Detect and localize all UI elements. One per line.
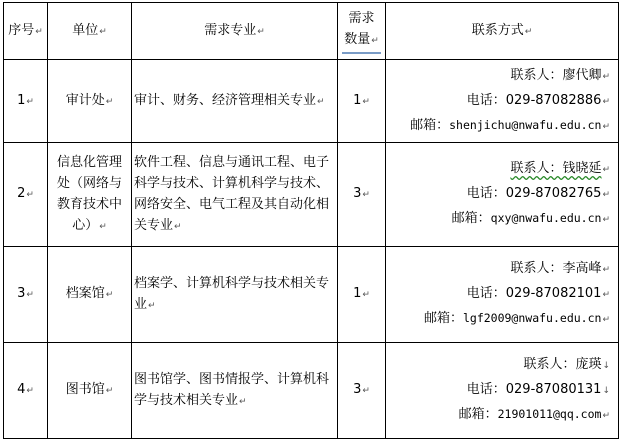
- contact-person: 联系人：李高峰↵: [510, 261, 610, 276]
- cell-unit: 审计处↵: [48, 60, 132, 143]
- cell-contact: [386, 143, 619, 247]
- header-contact: 联系方式↵: [386, 3, 619, 60]
- contact-email: 邮箱：21901011@qq.com↵: [458, 407, 610, 422]
- contact-email: 邮箱：qxy@nwafu.edu.cn↵: [451, 211, 610, 226]
- table-row: [4, 60, 619, 143]
- contact-email: 邮箱：lgf2009@nwafu.edu.cn↵: [423, 311, 610, 326]
- header-quantity: 需求 数量↵: [338, 3, 386, 60]
- cell-major: 档案学、计算机科学与技术相关专业↵: [132, 247, 338, 343]
- header-unit: 单位↵: [48, 3, 132, 60]
- cell-contact: [386, 60, 619, 143]
- cell-index: 2↵: [4, 143, 48, 247]
- table-row: [4, 247, 619, 343]
- cell-unit: 档案馆↵: [48, 247, 132, 343]
- contact-phone: 电话：029-87082886↵: [466, 92, 610, 108]
- contact-phone: 电话：029-87080131↓: [466, 382, 610, 397]
- cell-unit: 图书馆↵: [48, 343, 132, 439]
- contact-phone: 电话：029-87082765↵: [466, 186, 610, 201]
- contact-person: 联系人：庞瑛↓: [523, 357, 610, 372]
- table-row: [4, 143, 619, 247]
- header-major: 需求专业↵: [132, 3, 338, 60]
- header-index: 序号↵: [4, 3, 48, 60]
- contact-person: 联系人：廖代卿↵: [510, 67, 610, 83]
- cell-major: 图书馆学、图书情报学、计算机科学与技术相关专业↵: [132, 343, 338, 439]
- cell-major: 软件工程、信息与通讯工程、电子科学与技术、计算机科学与技术、网络安全、电气工程及其自动化相关专业↵: [132, 143, 338, 247]
- recruitment-table: [3, 2, 619, 439]
- table-row: [4, 343, 619, 439]
- header-row: [4, 3, 619, 60]
- cell-major: 审计、财务、经济管理相关专业↵: [132, 60, 338, 143]
- cell-quantity: 3↵: [338, 343, 386, 439]
- cell-quantity: 1↵: [338, 60, 386, 143]
- cell-index: 4↵: [4, 343, 48, 439]
- cell-index: 1↵: [4, 60, 48, 143]
- contact-person: 联系人：钱晓延↵: [510, 161, 610, 176]
- contact-email: 邮箱：shenjichu@nwafu.edu.cn↵: [410, 117, 610, 133]
- cell-index: 3↵: [4, 247, 48, 343]
- contact-phone: 电话：029-87082101↵: [466, 286, 610, 301]
- cell-contact: [386, 247, 619, 343]
- cell-quantity: 1↵: [338, 247, 386, 343]
- cell-unit: 信息化管理处（网络与教育技术中心）↵: [48, 143, 132, 247]
- cell-quantity: 3↵: [338, 143, 386, 247]
- cell-contact: [386, 343, 619, 439]
